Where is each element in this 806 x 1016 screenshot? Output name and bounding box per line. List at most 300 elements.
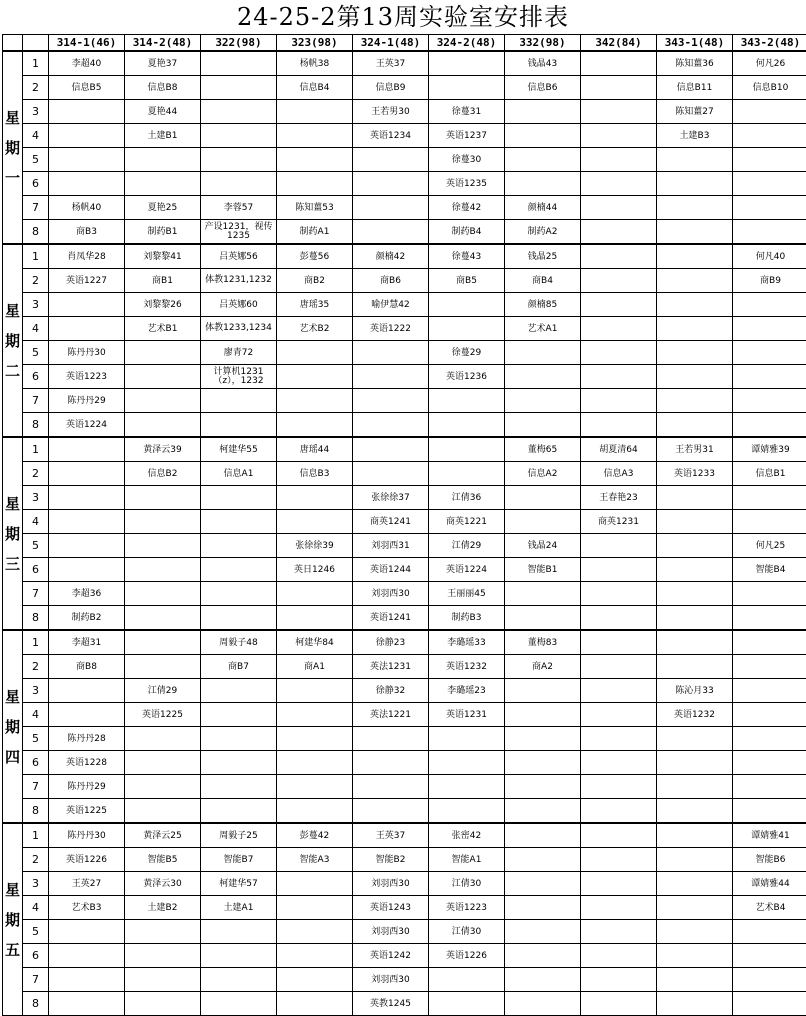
schedule-cell bbox=[581, 196, 657, 220]
schedule-cell bbox=[353, 462, 429, 486]
schedule-cell bbox=[277, 341, 353, 365]
schedule-cell bbox=[277, 703, 353, 727]
schedule-cell bbox=[201, 389, 277, 413]
schedule-cell bbox=[49, 462, 125, 486]
period-number: 2 bbox=[23, 269, 49, 293]
schedule-cell: 江倩29 bbox=[429, 534, 505, 558]
schedule-cell: 钱晶24 bbox=[505, 534, 581, 558]
schedule-cell bbox=[505, 679, 581, 703]
schedule-cell: 彭蔓42 bbox=[277, 823, 353, 848]
schedule-cell bbox=[505, 486, 581, 510]
schedule-cell: 英法1221 bbox=[353, 703, 429, 727]
schedule-cell bbox=[657, 172, 733, 196]
schedule-cell: 陈沁月33 bbox=[657, 679, 733, 703]
schedule-cell bbox=[201, 751, 277, 775]
schedule-cell: 英语1244 bbox=[353, 558, 429, 582]
schedule-cell: 唐瑶44 bbox=[277, 437, 353, 462]
table-row bbox=[3, 582, 806, 606]
schedule-cell: 吕英娜60 bbox=[201, 293, 277, 317]
schedule-cell bbox=[657, 510, 733, 534]
table-row bbox=[3, 992, 806, 1016]
period-number: 8 bbox=[23, 606, 49, 631]
period-number: 7 bbox=[23, 968, 49, 992]
schedule-cell bbox=[125, 341, 201, 365]
schedule-cell bbox=[201, 534, 277, 558]
schedule-cell: 智能B5 bbox=[125, 848, 201, 872]
schedule-cell: 张徐徐37 bbox=[353, 486, 429, 510]
schedule-cell bbox=[49, 920, 125, 944]
schedule-cell bbox=[657, 365, 733, 389]
schedule-cell: 英语1232 bbox=[657, 703, 733, 727]
day-label bbox=[3, 244, 23, 437]
schedule-cell bbox=[201, 799, 277, 824]
schedule-cell: 信息A3 bbox=[581, 462, 657, 486]
schedule-cell: 英语1234 bbox=[353, 124, 429, 148]
schedule-cell bbox=[581, 269, 657, 293]
schedule-cell bbox=[581, 799, 657, 824]
room-header: 343-1(48) bbox=[657, 35, 733, 52]
schedule-cell bbox=[733, 703, 806, 727]
period-number: 4 bbox=[23, 510, 49, 534]
schedule-cell: 制药B2 bbox=[49, 606, 125, 631]
schedule-cell bbox=[353, 172, 429, 196]
schedule-cell bbox=[505, 148, 581, 172]
room-header: 323(98) bbox=[277, 35, 353, 52]
schedule-cell bbox=[125, 510, 201, 534]
schedule-cell bbox=[49, 703, 125, 727]
schedule-cell bbox=[125, 558, 201, 582]
schedule-cell bbox=[657, 920, 733, 944]
period-number: 6 bbox=[23, 365, 49, 389]
schedule-cell bbox=[657, 655, 733, 679]
schedule-cell: 江倩29 bbox=[125, 679, 201, 703]
schedule-cell bbox=[353, 389, 429, 413]
schedule-cell: 商B6 bbox=[353, 269, 429, 293]
schedule-cell: 英语1223 bbox=[429, 896, 505, 920]
schedule-cell bbox=[277, 172, 353, 196]
period-number: 7 bbox=[23, 582, 49, 606]
room-header: 324-1(48) bbox=[353, 35, 429, 52]
schedule-cell bbox=[581, 582, 657, 606]
schedule-cell: 刘羽西31 bbox=[353, 534, 429, 558]
table-row bbox=[3, 944, 806, 968]
schedule-cell bbox=[733, 196, 806, 220]
schedule-cell: 王英27 bbox=[49, 872, 125, 896]
schedule-cell: 柯建华57 bbox=[201, 872, 277, 896]
schedule-cell bbox=[581, 244, 657, 269]
schedule-cell: 刘羽西30 bbox=[353, 582, 429, 606]
schedule-cell: 徐蔓30 bbox=[429, 148, 505, 172]
schedule-cell: 智能A1 bbox=[429, 848, 505, 872]
schedule-cell bbox=[657, 630, 733, 655]
day-label-char: 期 bbox=[3, 519, 22, 549]
schedule-cell: 夏艳37 bbox=[125, 51, 201, 76]
schedule-cell: 王春艳23 bbox=[581, 486, 657, 510]
schedule-cell bbox=[581, 823, 657, 848]
day-label-char: 三 bbox=[3, 549, 22, 579]
schedule-cell bbox=[505, 703, 581, 727]
schedule-cell bbox=[277, 148, 353, 172]
schedule-cell: 土建B3 bbox=[657, 124, 733, 148]
schedule-cell bbox=[201, 76, 277, 100]
schedule-cell: 周毅子25 bbox=[201, 823, 277, 848]
day-label-char: 二 bbox=[3, 356, 22, 386]
schedule-cell bbox=[277, 944, 353, 968]
schedule-cell bbox=[49, 510, 125, 534]
table-row bbox=[3, 365, 806, 389]
day-label-char: 星 bbox=[3, 682, 22, 712]
schedule-cell: 艺术B1 bbox=[125, 317, 201, 341]
table-row bbox=[3, 437, 806, 462]
period-number: 5 bbox=[23, 148, 49, 172]
schedule-cell bbox=[201, 944, 277, 968]
schedule-cell: 信息B3 bbox=[277, 462, 353, 486]
period-number: 3 bbox=[23, 486, 49, 510]
day-label-char: 星 bbox=[3, 489, 22, 519]
schedule-cell bbox=[125, 172, 201, 196]
period-number: 5 bbox=[23, 727, 49, 751]
schedule-cell bbox=[201, 172, 277, 196]
schedule-cell bbox=[201, 582, 277, 606]
schedule-cell: 信息B8 bbox=[125, 76, 201, 100]
table-row bbox=[3, 148, 806, 172]
schedule-cell bbox=[49, 172, 125, 196]
schedule-cell bbox=[505, 341, 581, 365]
schedule-cell bbox=[505, 775, 581, 799]
schedule-cell bbox=[581, 703, 657, 727]
schedule-cell bbox=[429, 992, 505, 1016]
schedule-cell bbox=[125, 486, 201, 510]
header-corner bbox=[3, 35, 23, 52]
schedule-cell bbox=[429, 751, 505, 775]
schedule-cell: 陈知薑53 bbox=[277, 196, 353, 220]
schedule-cell bbox=[353, 727, 429, 751]
schedule-cell bbox=[505, 365, 581, 389]
schedule-cell: 徐蔓31 bbox=[429, 100, 505, 124]
schedule-cell bbox=[657, 220, 733, 245]
schedule-cell: 土建B1 bbox=[125, 124, 201, 148]
schedule-cell: 商A2 bbox=[505, 655, 581, 679]
schedule-cell bbox=[505, 172, 581, 196]
schedule-cell bbox=[581, 896, 657, 920]
schedule-cell bbox=[125, 365, 201, 389]
schedule-cell bbox=[505, 751, 581, 775]
schedule-cell bbox=[201, 606, 277, 631]
day-label bbox=[3, 823, 23, 1016]
schedule-cell: 李璐瑶33 bbox=[429, 630, 505, 655]
schedule-cell: 陈知薑27 bbox=[657, 100, 733, 124]
day-label bbox=[3, 630, 23, 823]
schedule-cell bbox=[49, 317, 125, 341]
schedule-cell bbox=[277, 486, 353, 510]
period-number: 1 bbox=[23, 823, 49, 848]
schedule-cell: 智能A3 bbox=[277, 848, 353, 872]
schedule-cell: 商B9 bbox=[733, 269, 806, 293]
schedule-cell bbox=[581, 148, 657, 172]
schedule-cell bbox=[49, 679, 125, 703]
schedule-cell bbox=[201, 486, 277, 510]
schedule-cell bbox=[657, 317, 733, 341]
header-row bbox=[3, 35, 806, 52]
schedule-cell bbox=[733, 100, 806, 124]
schedule-cell: 商B3 bbox=[49, 220, 125, 245]
schedule-cell bbox=[49, 968, 125, 992]
schedule-cell bbox=[505, 510, 581, 534]
schedule-cell bbox=[201, 968, 277, 992]
schedule-cell: 钱晶43 bbox=[505, 51, 581, 76]
schedule-cell bbox=[353, 365, 429, 389]
schedule-cell: 柯建华55 bbox=[201, 437, 277, 462]
schedule-cell bbox=[353, 148, 429, 172]
period-number: 7 bbox=[23, 389, 49, 413]
schedule-cell: 信息B6 bbox=[505, 76, 581, 100]
table-row bbox=[3, 76, 806, 100]
schedule-cell bbox=[581, 679, 657, 703]
schedule-cell: 黄泽云25 bbox=[125, 823, 201, 848]
schedule-cell: 吕英娜56 bbox=[201, 244, 277, 269]
schedule-cell bbox=[353, 751, 429, 775]
schedule-cell bbox=[125, 944, 201, 968]
schedule-cell bbox=[657, 727, 733, 751]
schedule-cell: 颜楠85 bbox=[505, 293, 581, 317]
schedule-cell bbox=[49, 486, 125, 510]
schedule-cell bbox=[733, 293, 806, 317]
day-label bbox=[3, 437, 23, 630]
schedule-cell bbox=[277, 413, 353, 438]
schedule-cell: 王若男30 bbox=[353, 100, 429, 124]
schedule-cell: 廖青72 bbox=[201, 341, 277, 365]
schedule-cell: 商A1 bbox=[277, 655, 353, 679]
schedule-cell bbox=[201, 413, 277, 438]
schedule-cell bbox=[201, 510, 277, 534]
schedule-cell bbox=[49, 148, 125, 172]
schedule-cell: 信息B4 bbox=[277, 76, 353, 100]
schedule-cell bbox=[49, 437, 125, 462]
table-row bbox=[3, 510, 806, 534]
schedule-cell: 李璐瑶23 bbox=[429, 679, 505, 703]
table-row bbox=[3, 534, 806, 558]
schedule-cell: 信息B9 bbox=[353, 76, 429, 100]
schedule-cell bbox=[429, 317, 505, 341]
schedule-cell bbox=[581, 317, 657, 341]
period-number: 4 bbox=[23, 317, 49, 341]
schedule-cell bbox=[201, 51, 277, 76]
schedule-cell bbox=[733, 944, 806, 968]
schedule-cell bbox=[201, 124, 277, 148]
schedule-cell: 谭婧雅44 bbox=[733, 872, 806, 896]
schedule-cell: 陈丹丹30 bbox=[49, 341, 125, 365]
schedule-cell: 英语1223 bbox=[49, 365, 125, 389]
schedule-cell bbox=[733, 510, 806, 534]
schedule-cell: 英语1237 bbox=[429, 124, 505, 148]
table-row bbox=[3, 244, 806, 269]
table-row bbox=[3, 269, 806, 293]
schedule-cell bbox=[581, 630, 657, 655]
schedule-cell: 商B7 bbox=[201, 655, 277, 679]
schedule-cell: 谭婧雅41 bbox=[733, 823, 806, 848]
schedule-cell bbox=[581, 968, 657, 992]
schedule-cell bbox=[201, 775, 277, 799]
schedule-cell bbox=[429, 389, 505, 413]
schedule-cell bbox=[353, 196, 429, 220]
schedule-cell: 周毅子48 bbox=[201, 630, 277, 655]
period-number: 5 bbox=[23, 534, 49, 558]
schedule-cell bbox=[277, 124, 353, 148]
schedule-cell: 英语1226 bbox=[429, 944, 505, 968]
table-row bbox=[3, 293, 806, 317]
schedule-cell bbox=[277, 389, 353, 413]
schedule-cell bbox=[505, 920, 581, 944]
schedule-cell bbox=[125, 389, 201, 413]
schedule-cell bbox=[657, 896, 733, 920]
schedule-cell bbox=[733, 630, 806, 655]
schedule-cell bbox=[201, 992, 277, 1016]
schedule-cell: 商B5 bbox=[429, 269, 505, 293]
schedule-cell: 徐静23 bbox=[353, 630, 429, 655]
schedule-cell: 英语1231 bbox=[429, 703, 505, 727]
schedule-cell bbox=[125, 751, 201, 775]
table-row bbox=[3, 462, 806, 486]
schedule-cell bbox=[733, 317, 806, 341]
schedule-cell bbox=[581, 293, 657, 317]
schedule-cell bbox=[277, 896, 353, 920]
schedule-cell: 黄泽云39 bbox=[125, 437, 201, 462]
schedule-cell bbox=[429, 462, 505, 486]
schedule-cell bbox=[277, 992, 353, 1016]
schedule-cell: 体教1233,1234 bbox=[201, 317, 277, 341]
schedule-cell: 商B1 bbox=[125, 269, 201, 293]
schedule-cell: 智能B7 bbox=[201, 848, 277, 872]
schedule-cell: 艺术B2 bbox=[277, 317, 353, 341]
schedule-cell: 陈丹丹30 bbox=[49, 823, 125, 848]
schedule-cell: 钱晶25 bbox=[505, 244, 581, 269]
schedule-cell: 陈丹丹29 bbox=[49, 775, 125, 799]
day-label bbox=[3, 51, 23, 244]
schedule-cell: 英语1224 bbox=[49, 413, 125, 438]
schedule-cell bbox=[49, 100, 125, 124]
schedule-cell bbox=[733, 751, 806, 775]
schedule-cell: 信息B5 bbox=[49, 76, 125, 100]
schedule-cell: 英法1231 bbox=[353, 655, 429, 679]
schedule-cell bbox=[125, 920, 201, 944]
schedule-cell bbox=[277, 679, 353, 703]
schedule-cell: 刘黎黎26 bbox=[125, 293, 201, 317]
schedule-cell: 杨帆40 bbox=[49, 196, 125, 220]
schedule-cell bbox=[581, 341, 657, 365]
schedule-cell bbox=[581, 775, 657, 799]
schedule-cell: 颜楠42 bbox=[353, 244, 429, 269]
period-number: 3 bbox=[23, 100, 49, 124]
schedule-cell: 信息B1 bbox=[733, 462, 806, 486]
schedule-cell: 英语1236 bbox=[429, 365, 505, 389]
schedule-cell: 信息B2 bbox=[125, 462, 201, 486]
schedule-cell bbox=[201, 558, 277, 582]
schedule-cell bbox=[733, 920, 806, 944]
schedule-cell: 英语1243 bbox=[353, 896, 429, 920]
schedule-cell: 喻伊慧42 bbox=[353, 293, 429, 317]
table-row bbox=[3, 341, 806, 365]
table-row bbox=[3, 413, 806, 438]
table-row bbox=[3, 751, 806, 775]
schedule-cell bbox=[505, 606, 581, 631]
schedule-cell: 制药A1 bbox=[277, 220, 353, 245]
schedule-cell bbox=[733, 341, 806, 365]
schedule-cell bbox=[581, 606, 657, 631]
schedule-cell bbox=[581, 76, 657, 100]
schedule-cell bbox=[733, 992, 806, 1016]
schedule-cell bbox=[657, 148, 733, 172]
schedule-cell: 董梅83 bbox=[505, 630, 581, 655]
schedule-cell: 英语1224 bbox=[429, 558, 505, 582]
schedule-cell bbox=[429, 968, 505, 992]
schedule-cell bbox=[505, 848, 581, 872]
schedule-cell bbox=[277, 799, 353, 824]
schedule-cell: 陈知薑36 bbox=[657, 51, 733, 76]
schedule-cell bbox=[201, 727, 277, 751]
schedule-cell bbox=[657, 823, 733, 848]
table-row bbox=[3, 317, 806, 341]
schedule-cell bbox=[657, 582, 733, 606]
schedule-cell: 夏艳44 bbox=[125, 100, 201, 124]
schedule-cell bbox=[201, 100, 277, 124]
schedule-cell bbox=[505, 896, 581, 920]
schedule-cell: 计算机1231（z），1232 bbox=[201, 365, 277, 389]
schedule-cell bbox=[581, 124, 657, 148]
period-number: 3 bbox=[23, 679, 49, 703]
day-label-char: 期 bbox=[3, 326, 22, 356]
schedule-cell bbox=[49, 124, 125, 148]
schedule-cell bbox=[657, 992, 733, 1016]
schedule-cell bbox=[657, 293, 733, 317]
schedule-cell: 陈丹丹28 bbox=[49, 727, 125, 751]
schedule-cell: 张密42 bbox=[429, 823, 505, 848]
room-header: 332(98) bbox=[505, 35, 581, 52]
schedule-cell: 英教1245 bbox=[353, 992, 429, 1016]
schedule-cell bbox=[277, 365, 353, 389]
table-row bbox=[3, 775, 806, 799]
table-row bbox=[3, 799, 806, 824]
schedule-cell: 商英1231 bbox=[581, 510, 657, 534]
schedule-cell bbox=[657, 751, 733, 775]
schedule-cell bbox=[125, 992, 201, 1016]
period-number: 8 bbox=[23, 413, 49, 438]
period-number: 2 bbox=[23, 462, 49, 486]
schedule-cell bbox=[49, 534, 125, 558]
period-number: 7 bbox=[23, 196, 49, 220]
schedule-cell: 谭婧雅39 bbox=[733, 437, 806, 462]
schedule-cell bbox=[505, 968, 581, 992]
schedule-cell: 胡夏清64 bbox=[581, 437, 657, 462]
schedule-cell: 商B2 bbox=[277, 269, 353, 293]
schedule-cell bbox=[505, 727, 581, 751]
schedule-cell bbox=[733, 655, 806, 679]
table-row bbox=[3, 220, 806, 245]
schedule-cell bbox=[125, 799, 201, 824]
schedule-cell bbox=[125, 775, 201, 799]
schedule-cell bbox=[49, 992, 125, 1016]
schedule-cell bbox=[125, 148, 201, 172]
period-number: 4 bbox=[23, 124, 49, 148]
schedule-cell bbox=[505, 100, 581, 124]
schedule-cell bbox=[277, 751, 353, 775]
schedule-cell bbox=[505, 799, 581, 824]
period-number: 1 bbox=[23, 630, 49, 655]
schedule-cell bbox=[733, 679, 806, 703]
schedule-cell bbox=[505, 872, 581, 896]
schedule-cell bbox=[657, 558, 733, 582]
schedule-cell bbox=[125, 655, 201, 679]
schedule-cell: 柯建华84 bbox=[277, 630, 353, 655]
